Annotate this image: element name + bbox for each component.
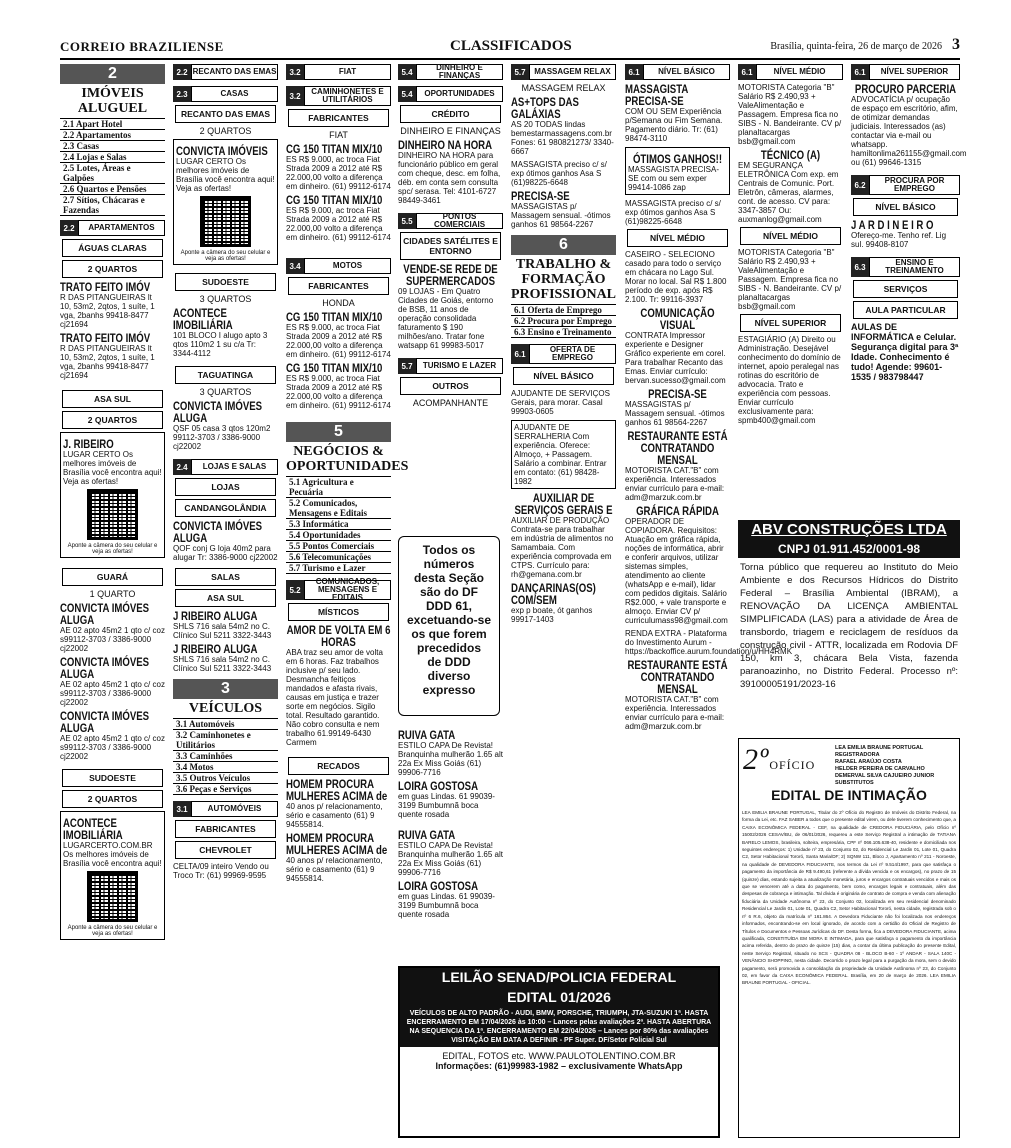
- ad-text: CONTRATA Impressor experiente e Designer Gráfico experiente em corel. Para trabalhar Recanto das Emas. Enviar currículo: bervan.sucesso@gmail.com: [625, 331, 726, 385]
- logo-word: OFÍCIO: [769, 758, 816, 772]
- region-box[interactable]: OUTROS: [400, 377, 501, 395]
- ad-text: MOTORISTA Categoria "B" Salário R$ 2.490,93 + ValeAlimentação e Passagem. Empresa fica no SIBS - N. Bandeirante. CV p/ planaltacargas bsb@gmail.com: [738, 83, 842, 146]
- region-box[interactable]: FABRICANTES: [288, 277, 389, 295]
- ad-heading: J A R D I N E I R O: [851, 218, 934, 232]
- index-item[interactable]: 2.5 Lotes, Áreas e Galpões: [60, 163, 165, 184]
- ddd-line: são do DF: [419, 585, 478, 599]
- leilao-title: LEILÃO SENAD/POLICIA FEDERAL: [400, 968, 718, 987]
- ad-text: ES R$ 9.000, ac troca Fiat Strada 2009 a 2012 até R$ 22.000,00 volto a diferença em dinheiro. (61) 99112-6174: [286, 155, 391, 191]
- ad-text: RENDA EXTRA - Plataforma do Investimento Aurum - https://backoffice.aurum.foundation/u/HH4RMK: [625, 629, 793, 656]
- ad-heading: CONVICTA IMÓVES ALUGA: [60, 709, 150, 735]
- ad-text: MASSAGISTA PRECISA-SE com ou sem exper 99414-1086 zap: [628, 165, 719, 192]
- ad-heading: CG 150 TITAN MIX/10: [286, 310, 383, 324]
- ad-heading: CONVICTA IMÓVES ALUGA: [60, 601, 150, 627]
- category-tab[interactable]: [173, 86, 278, 102]
- region-box[interactable]: ASA SUL: [62, 390, 163, 408]
- tab-number: 6.1: [851, 64, 869, 80]
- section-heading: IMÓVEIS ALUGUEL: [77, 86, 148, 116]
- tab-label: ENSINO E TREINAMENTO: [869, 257, 960, 277]
- tab-label: NÍVEL MÉDIO: [756, 64, 843, 80]
- ad-text: OPERADOR DE COPIADORA. Requisitos: Atuação em gráfica rápida, noções de informática, abrir e conferir arquivos, utilizar sistemas simples, atendimento ao cliente (whatsApp e e-mail), lidar com pedidos digitais. Salário R$2.000, + vale transporte e almoço. Enviar CV p/ curriculumass98@gmail.com: [625, 517, 728, 625]
- name-line: RAFAEL ARAÚJO COSTA: [835, 759, 902, 765]
- abv-notice: [738, 520, 960, 730]
- name-line: REGISTRADORA: [835, 752, 880, 758]
- ad-text: CELTA/09 inteiro Vendo ou Troco Tr: (61) 99969-9595: [173, 862, 269, 880]
- ad-text: DINHEIRO NA HORA para funcionário público em geral com cheque, desc. em folha, déb. em conta sem consulta spc/ serasa. Tel: 4101-6727 98449-3461: [398, 151, 501, 205]
- qr-code-icon[interactable]: [87, 489, 138, 540]
- ad-heading: PRECISA-SE: [511, 189, 570, 203]
- ad-text: ES R$ 9.000, ac troca Fiat Strada 2009 a 2012 até R$ 22.000,00 volto a diferença em dinheiro. (61) 99112-6174: [286, 206, 391, 242]
- tab-number: 3.2: [286, 64, 304, 80]
- tab-number: 2.2: [173, 64, 191, 80]
- ad-heading: HOMEM PROCURA MULHERES ACIMA de: [286, 831, 388, 857]
- region-box[interactable]: SALAS: [175, 568, 276, 586]
- ad-heading: AUXILIAR DE SERVIÇOS GERAIS E: [514, 491, 613, 517]
- rooms-box[interactable]: 2 QUARTOS: [62, 411, 163, 429]
- brand-label: HONDA: [322, 298, 355, 308]
- ad-heading: CG 150 TITAN MIX/10: [286, 142, 383, 156]
- index-item[interactable]: 3.2 Caminhonetes e Utilitários: [173, 730, 278, 751]
- tab-number: 5.7: [398, 358, 416, 374]
- name-line: HELDER PEREIRA DE CARVALHO: [835, 766, 925, 772]
- index-item[interactable]: 3.1 Automóveis: [173, 719, 278, 730]
- ad-heading: COMUNICAÇÃO VISUAL: [640, 306, 715, 332]
- section-index: [60, 118, 165, 216]
- rooms-label: 2 QUARTOS: [199, 126, 252, 136]
- category-tab[interactable]: [173, 64, 278, 80]
- ad-text: LUGAR CERTO Os melhores imóveis de Brasília você encontra aqui! Veja as ofertas!: [176, 157, 275, 193]
- category-tab[interactable]: [851, 64, 960, 80]
- ad-heading: CONVICTA IMÓVES ALUGA: [173, 399, 263, 425]
- tab-number: 6.1: [625, 64, 643, 80]
- ad-heading: PROCURO PARCERIA: [854, 82, 957, 96]
- ad-heading: TÉCNICO (A): [760, 148, 821, 162]
- region-box[interactable]: ÁGUAS CLARAS: [62, 239, 163, 257]
- ddd-line: diverso: [427, 669, 471, 683]
- region-box[interactable]: RECADOS: [288, 757, 389, 775]
- category-tab[interactable]: [286, 64, 391, 80]
- ad-text: AJUDANTE DE SERVIÇOS Gerais, para morar. Casal 99903-0605: [511, 389, 610, 416]
- index-item[interactable]: 3.4 Motos: [173, 762, 278, 773]
- section-index: [511, 304, 616, 338]
- ad-text: AE 02 apto 45m2 1 qto c/ coz s99112-3703 / 3386-9000 cj22002: [60, 626, 165, 653]
- ad-text: SHLS 716 sala 54m2 no C. Clínico Sul 5211 3322-3443: [173, 622, 272, 640]
- ad-text: LUGAR CERTO Os melhores imóveis de Brasília você encontra aqui! Veja as ofertas!: [63, 450, 162, 486]
- category-tab[interactable]: [625, 64, 730, 80]
- index-item[interactable]: 2.6 Quartos e Pensões: [60, 184, 165, 195]
- ad-frame: [625, 147, 730, 195]
- ad-text: AUXILIAR DE PRODUÇÃO Contrata-se para trabalhar em indústria de alimentos no Samambaia. Com experiência comprovada em CTPS. Currículo para: rh@gemana.com.br: [511, 516, 614, 579]
- ad-text: ESTILO CAPA De Revista! Branquinha mulherão 1.65 alt 22a Ex Miss Goiás (61) 99906-7716: [398, 841, 503, 877]
- ad-text: SHLS 716 sala 54m2 no C. Clínico Sul 5211 3322-3443: [173, 655, 272, 673]
- index-item[interactable]: 2.1 Apart Hotel: [60, 119, 165, 130]
- level-box[interactable]: NÍVEL MÉDIO: [740, 227, 841, 245]
- ad-heading: RUIVA GATA: [398, 728, 456, 742]
- oficio-logo: [743, 743, 833, 779]
- column-2: [173, 64, 278, 1140]
- ad-text: MASSAGISTAS p/ Massagem sensual. -ótimos ganhos 61 98564-2267: [625, 400, 725, 427]
- ad-heading: CONVICTA IMÓVES ALUGA: [173, 519, 263, 545]
- ad-heading: GRÁFICA RÁPIDA: [636, 504, 719, 518]
- ad-text: em guas Lindas. 61 99039-3199 Bumbumnã boca quente rosada: [398, 792, 495, 819]
- ddd-line: DDD 61,: [425, 599, 472, 613]
- section-index: [173, 718, 278, 795]
- ad-text: MASSAGISTA preciso c/ s/ exp ótimos ganhos Asa S (61)98225-6648: [511, 160, 607, 187]
- tab-label: OPORTUNIDADES: [416, 86, 503, 102]
- section-number: 6: [511, 235, 616, 255]
- category-tab[interactable]: [851, 257, 960, 277]
- column-7: [738, 64, 843, 514]
- ad-text: LUGARCERTO.COM.BR Os melhores imóveis de Brasília você encontra aqui!: [63, 841, 162, 868]
- ad-heading: ACONTECE IMOBILIÁRIA: [173, 306, 233, 332]
- ad-text: COM OU SEM Experiência p/Semana ou Fim Semana. Pagamento diário. Tr: (61) 98474-3110: [625, 107, 723, 143]
- region-box[interactable]: LOJAS: [175, 478, 276, 496]
- column-4: [398, 64, 503, 534]
- tab-number: 2.3: [173, 86, 191, 102]
- tab-number: 5.7: [511, 64, 529, 80]
- index-item[interactable]: 2.2 Apartamentos: [60, 130, 165, 141]
- ad-text: MOTORISTA CAT."B" com experiência. Interessados enviar currículo para e-mail: adm@marzuk.com.br: [625, 695, 725, 731]
- index-item[interactable]: 5.3 Informática: [286, 519, 391, 530]
- ad-heading: RESTAURANTE ESTÁ CONTRATANDO MENSAL: [627, 658, 728, 696]
- page-number: 3: [952, 36, 960, 53]
- ad-text: ES R$ 9.000, ac troca Fiat Strada 2009 a 2012 até R$ 22.000,00 volto a diferença em dinheiro. (61) 99112-6174: [286, 374, 391, 410]
- edital-body: LEA EMILIA BRAUNE PORTUGAL, Titular do 2º Ofício do Registro de Imóveis do Distrito Federal, na forma da Lei, etc. FAZ SABER a todos que o presente edital virem, ou dele tiverem conhecimento que, a CAIXA ECONÔMICA FEDERAL - CEF, na qualidade de CREDORA FIDUCIÁRIA, pelo Ofício nº 15002/2026 CESAV/BU, de 06/01/2026, requereu a este Serviço Registral a intimação de TATIANA BARELO LEMOS, brasileira, solteira, empresária, CPF nº 066.105.638-40, residente e domiciliada nos seguintes endereços: 1) Unidade nº 23, do Conjunto 02, do Residencial Le Jardin 01, Lote 01, Quadra C2, Setor Habitacional Tororó, Santa Maria/DF; 2) SQNW 111, Bloco J, Apartamento nº 211 - Noroeste, na qualidade de DEVEDORA FIDUCIANTE, nos termos da Lei nº 9.514/1997, para que satisfaça o pagamento da importância de R$ 9.490,61 (referente a dívida vencida e os encargos), no prazo de 15 (quinze) dias, estando sujeita a atualização monetária, juros e encargos contratuais vencidos e mais os que se vencerem até a data do pagamento, bem como, encargos legais e contratuais, além das despesas de cobrança e intimação. Tal dívida é originária de contrato de compra e venda com alienação fiduciária da Unidade Autônoma nº 23, do Conjunto 02, localizada em seu residencial denominado Residencial Le Jardin 01, Lote 01, Quadra C2, Setor Habitacional Tororó, nesta cidade, registrada sob o nº 6 R.6, objeto da matrícula nº 161.864. A Devedora Fiduciante não foi localizada nos endereços informados, encontrando-se em local ignorado, de acordo com a certidão do Oficial de Registro de Títulos e Documentos e Pessoas Jurídicas do DF. Desta forma, fica a DEVEDORA FIDUCIANTE, acima qualificada, CONSTITUÍDA EM MORA E INTIMADA, para que satisfaça o pagamento da importância acima referida, dentro do prazo de quinze (15) dias, a contar da última publicação do presente Edital, neste Serviço Registral, situado no SCS - QUADRA 08 - BLOCO B-60 - 1º ANDAR - SALA 140C - VENÂNCIO SHOPPING, nesta cidade. Decorrido o prazo legal para a purgação da mora, sem o devido pagamento, será promovida a consolidação da propriedade da Unidade Autônoma nº 23, do Conjunto 02, em favor da CAIXA ECONÔMICA FEDERAL. Brasília, em 20 de março de 2026. LEA EMILIA BRAUNE PORTUGAL - OFICIAL.: [742, 810, 956, 986]
- ad-heading: TRATO FEITO IMÓV: [60, 280, 151, 294]
- rooms-label: 1 QUARTO: [89, 589, 136, 599]
- ad-heading: CG 150 TITAN MIX/10: [286, 361, 383, 375]
- abv-text: Torna público que requereu ao Instituto do Meio Ambiente e dos Recursos Hídricos do Distrito Federal – Brasília Ambiental (IBRAM), a RENOVAÇÃO DA LICENÇA AMBIENTAL SIMPLIFICADA (LAS) para a atividade de Área de transbordo, triagem e reciclagem de resíduos da construção civil - ATTR, localizada em Rodovia DF 150, km 3, chácara Bela Vista, fazenda paranoazinho, no Distrito Federal. Processo nº: 39100005191/2023-16: [740, 562, 958, 690]
- ddd-line: os que forem: [411, 627, 487, 641]
- ad-text: ESTAGIÁRIO (A) Direito ou Administração. Desejável conhecimento do domínio de internet, apoio peralegal nas rotinas do escritório de advocacia. Trato e experiência com pessoas. Enviar currículo exclusivamente para: spmb400@gmail.com: [738, 335, 841, 425]
- ad-heading: J. RIBEIRO: [63, 437, 114, 451]
- name-line: DEMERVAL SILVA CAJUEIRO JUNIOR: [835, 773, 935, 779]
- index-item[interactable]: 6.1 Oferta de Emprego: [511, 305, 616, 316]
- tab-label: RECANTO DAS EMAS: [191, 64, 278, 80]
- region-box[interactable]: SUDOESTE: [175, 273, 276, 291]
- category-tab[interactable]: [60, 220, 165, 236]
- column-5: [511, 64, 616, 962]
- ddd-line: Todos os: [422, 543, 476, 557]
- abv-cnpj: CNPJ 01.911.452/0001-98: [738, 540, 960, 558]
- leilao-details: VEÍCULOS DE ALTO PADRÃO - AUDI, BMW, PORSCHE, TRIUMPH, JTA-SUZUKI 1ª. HASTA ENCERRAMENTO EM 17/04/2026 às 10:00 – Lances pelas avaliações 2ª. HASTA ABERTURA NA SEQUENCIA DA 1ª. ENCERRAMENTO EM 22/04/2026 – Lances por 80% das avaliações VISITAÇÃO EM DATA A DEFINIR - PF Super. DF/Setor Policial Sul: [400, 1007, 718, 1047]
- category-tab[interactable]: [286, 577, 391, 602]
- tab-label: MASSAGEM RELAX: [529, 64, 616, 80]
- ad-heading: RUIVA GATA: [398, 828, 456, 842]
- region-box[interactable]: ASA SUL: [175, 589, 276, 607]
- category-tab[interactable]: [398, 64, 503, 80]
- ad-frame: [173, 139, 278, 265]
- index-item[interactable]: 3.6 Peças e Serviços: [173, 784, 278, 795]
- tab-label: PROCURA POR EMPREGO: [869, 175, 960, 195]
- ad-text: em guas Lindas. 61 99039-3199 Bumbumnã boca quente rosada: [398, 892, 495, 919]
- rooms-box[interactable]: 2 QUARTOS: [62, 790, 163, 808]
- level-box[interactable]: SERVIÇOS: [853, 280, 958, 298]
- qr-note: Aponte a câmera do seu celular e veja as ofertas!: [180, 250, 271, 262]
- ad-text: 101 BLOCO I alugo apto 3 qtos 110m2 1 su c/a Tr: 3344-4112: [173, 331, 268, 358]
- column-3: [286, 64, 409, 1140]
- logo-number: 2º: [743, 743, 770, 776]
- sub-label: DINHEIRO E FINANÇAS: [400, 126, 501, 136]
- ad-heading: J RIBEIRO ALUGA: [173, 609, 258, 623]
- ad-text: MASSAGISTAS p/ Massagem sensual. -ótimos ganhos 61 98564-2267: [511, 202, 611, 229]
- section-number: 2: [60, 64, 165, 84]
- region-box[interactable]: CRÉDITO: [400, 105, 501, 123]
- ad-heading: AMOR DE VOLTA EM 6 HORAS: [286, 623, 391, 649]
- category-tab[interactable]: [511, 64, 616, 80]
- section-heading: NEGÓCIOS & OPORTUNIDADES: [286, 444, 409, 474]
- category-tab[interactable]: [173, 801, 278, 817]
- ad-heading: CONVICTA IMÓVES ALUGA: [60, 655, 150, 681]
- section-index: [286, 476, 391, 574]
- qr-note: Aponte a câmera do seu celular e veja as ofertas!: [67, 925, 158, 937]
- tab-number: 3.2: [286, 86, 304, 106]
- ad-heading: MASSAGISTA PRECISA-SE: [625, 82, 688, 108]
- column-8: [851, 64, 967, 514]
- ad-heading: DINHEIRO NA HORA: [398, 138, 493, 152]
- qr-note: Aponte a câmera do seu celular e veja as ofertas!: [67, 543, 158, 555]
- ad-text: Ofereço-me. Tenho ref. Lig sul. 99408-8107: [851, 231, 947, 249]
- tab-number: 6.2: [851, 175, 869, 195]
- category-tab[interactable]: [398, 86, 503, 102]
- category-tab[interactable]: [511, 344, 616, 364]
- tab-label: NÍVEL SUPERIOR: [869, 64, 960, 80]
- ad-text: ESTILO CAPA De Revista! Branquinha mulherão 1.65 alt 22a Ex Miss Goiás (61) 99906-7716: [398, 741, 503, 777]
- sub-label: ACOMPANHANTE: [412, 398, 489, 408]
- ad-text: MOTORISTA Categoria "B" Salário R$ 2.490,93 + ValeAlimentação e Passagem. Empresa fica no SIBS - N. Bandeirante. CV p/ planaltacargas bsb@gmail.com: [738, 248, 842, 311]
- category-tab[interactable]: [851, 175, 960, 195]
- qr-code-icon[interactable]: [200, 196, 251, 247]
- name-line: LEA EMILIA BRAUNE PORTUGAL: [835, 745, 924, 751]
- ad-text: CASEIRO - SELECIONO casado para todo o serviço em chácara no Lago Sul. Morar no local. Sal R$ 1.800 período de exp. após R$ 2.100. Tr: 99116-3937: [625, 250, 727, 304]
- ad-text: 40 anos p/ relacionamento, sério e casamento (61) 9 94555814.: [286, 802, 383, 829]
- ad-text: EM SEGURANÇA ELETRÔNICA Com exp. em Centrais de Comunic. Port. Eletrôn, câmeras, alarmes, cont. de acesso. CV para: 3347-3857 Ou: auxmanlog@gmail.com: [738, 161, 839, 224]
- index-item[interactable]: 2.7 Sítios, Chácaras e Fazendas: [60, 195, 165, 216]
- ad-heading: ÓTIMOS GANHOS!!: [632, 152, 723, 166]
- level-box[interactable]: NÍVEL SUPERIOR: [740, 314, 841, 332]
- tab-label: AUTOMÓVEIS: [191, 801, 278, 817]
- ad-heading: TRATO FEITO IMÓV: [60, 331, 151, 345]
- ad-text: AE 02 apto 45m2 1 qto c/ coz s99112-3703 / 3386-9000 cj22002: [60, 680, 165, 707]
- sub-label: MASSAGEM RELAX: [521, 83, 606, 93]
- tab-label: CASAS: [191, 86, 278, 102]
- ddd-line: de DDD: [427, 655, 471, 669]
- ad-text: AJUDANTE DE SERRALHERIA Com experiência. Oferece: Almoço, + Passagem. Salário a combinar. Entrar em contato: (61) 98428-1982: [514, 423, 607, 486]
- index-item[interactable]: 5.6 Telecomunicações: [286, 552, 391, 563]
- index-item[interactable]: 3.5 Outros Veículos: [173, 773, 278, 784]
- section-title: CLASSIFICADOS: [450, 38, 572, 54]
- rooms-label: 3 QUARTOS: [199, 294, 252, 304]
- ad-heading: AS+TOPS DAS GALÁXIAS: [511, 95, 579, 121]
- ad-heading: LOIRA GOSTOSA: [398, 879, 479, 893]
- tab-number: 5.5: [398, 213, 416, 229]
- ad-frame: [511, 420, 616, 489]
- ad-frame: [60, 811, 165, 940]
- ad-text: QSF 05 casa 3 qtos 120m2 99112-3703 / 3386-9000 cj22002: [173, 424, 271, 451]
- name-line: SUBSTITUTOS: [835, 780, 874, 786]
- ddd-line: números: [423, 557, 475, 571]
- index-item[interactable]: 6.2 Procura por Emprego: [511, 316, 616, 327]
- region-box[interactable]: CANDANGOLÂNDIA: [175, 499, 276, 517]
- date-line: Brasília, quinta-feira, 26 de março de 2026: [770, 41, 942, 52]
- category-tab[interactable]: [173, 459, 278, 475]
- tab-number: 5.4: [398, 86, 416, 102]
- ad-text: AE 02 apto 45m2 1 qto c/ coz s99112-3703 / 3386-9000 cj22002: [60, 734, 165, 761]
- category-tab[interactable]: [286, 258, 391, 274]
- leilao-edital: EDITAL 01/2026: [400, 987, 718, 1007]
- index-item[interactable]: 3.3 Caminhões: [173, 751, 278, 762]
- ad-text: 40 anos p/ relacionamento, sério e casamento (61) 9 94555814.: [286, 856, 383, 883]
- rooms-label: 3 QUARTOS: [199, 387, 252, 397]
- category-tab[interactable]: [738, 64, 843, 80]
- index-item[interactable]: 5.5 Pontos Comerciais: [286, 541, 391, 552]
- tab-label: DINHEIRO E FINANÇAS: [416, 64, 503, 80]
- ad-heading: VENDE-SE REDE DE SUPERMERCADOS: [403, 262, 498, 288]
- tab-label: MOTOS: [304, 258, 391, 274]
- level-box[interactable]: NÍVEL MÉDIO: [627, 229, 728, 247]
- tab-label: APARTAMENTOS: [78, 220, 165, 236]
- section-heading: TRABALHO & FORMAÇÃO PROFISSIONAL: [511, 257, 617, 302]
- region-box[interactable]: CHEVROLET: [175, 841, 276, 859]
- category-tab[interactable]: [286, 86, 391, 106]
- ad-text: ADVOCATÍCIA p/ ocupação de espaço em escritório, afim, de otimizar demandas judiciais. Interessados (as) contactar via e-mail ou whatsapp. hamiltonlima261155@gmail.com ou (61) 99646-1315: [851, 95, 967, 167]
- index-item[interactable]: 5.1 Agricultura e Pecuária: [286, 477, 391, 498]
- tab-label: LOJAS E SALAS: [191, 459, 278, 475]
- ddd-line: precedidos: [416, 641, 482, 655]
- brand-label: FIAT: [329, 130, 348, 140]
- level-box[interactable]: NÍVEL BÁSICO: [513, 367, 614, 385]
- ad-text: AULAS DE INFORMÁTICA e Celular. Segurança digital para 3ª Idade. Conhecimento é tudo! Agende: 99601-1535 / 983798447: [851, 322, 959, 382]
- ad-text: 09 LOJAS - Em Quatro Cidades de Goiás, entorno de BSB, 11 anos de operação consolidada faturamento $ 190 milhões/ano. Tratar fone watsapp 61 99983-5017: [398, 287, 494, 350]
- tab-label: CAMINHONETES E UTILITÁRIOS: [304, 86, 391, 106]
- region-box[interactable]: CIDADES SATÉLITES E ENTORNO: [400, 232, 501, 260]
- index-item[interactable]: 5.2 Comunicados, Mensagens e Editais: [286, 498, 391, 519]
- leilao-contact: Informações: (61)99983-1982 – exclusivamente WhatsApp: [435, 1061, 683, 1071]
- ad-text: R DAS PITANGUEIRAS lt 10, 53m2, 2qtos, 1 suíte, 1 vga, 2banhs 99418-8477 cj21694: [60, 293, 155, 329]
- tab-number: 6.3: [851, 257, 869, 277]
- abv-title: ABV CONSTRUÇÕES LTDA: [738, 520, 960, 540]
- tab-label: NÍVEL BÁSICO: [643, 64, 730, 80]
- rooms-box[interactable]: 2 QUARTOS: [62, 260, 163, 278]
- ad-heading: HOMEM PROCURA MULHERES ACIMA de: [286, 777, 388, 803]
- ad-heading: J RIBEIRO ALUGA: [173, 642, 258, 656]
- tab-label: COMUNICADOS, MENSAGENS E EDITAIS: [304, 580, 391, 600]
- column-4-lower: [398, 726, 503, 962]
- region-box[interactable]: FABRICANTES: [175, 820, 276, 838]
- newspaper-name: CORREIO BRAZILIENSE: [60, 39, 224, 54]
- index-item[interactable]: 2.4 Lojas e Salas: [60, 152, 165, 163]
- tab-number: 3.4: [286, 258, 304, 274]
- ddd-line: excetuando-se: [406, 613, 492, 627]
- region-box[interactable]: SUDOESTE: [62, 769, 163, 787]
- ad-text: R DAS PITANGUEIRAS lt 10, 53m2, 2qtos, 1 suíte, 1 vga, 2banhs 99418-8477 cj21694: [60, 344, 155, 380]
- tab-number: 2.4: [173, 459, 191, 475]
- tab-number: 2.2: [60, 220, 78, 236]
- index-item[interactable]: 5.7 Turismo e Lazer: [286, 563, 391, 574]
- section-heading: VEÍCULOS: [188, 701, 263, 716]
- tab-label: TURISMO E LAZER: [416, 358, 503, 374]
- tab-label: PONTOS COMERCIAIS: [416, 213, 503, 229]
- ad-heading: CG 150 TITAN MIX/10: [286, 193, 383, 207]
- region-box[interactable]: TAGUATINGA: [175, 366, 276, 384]
- tab-number: 6.1: [738, 64, 756, 80]
- index-item[interactable]: 6.3 Ensino e Treinamento: [511, 327, 616, 338]
- ad-heading: CONVICTA IMÓVEIS: [176, 144, 268, 158]
- tab-number: 3.1: [173, 801, 191, 817]
- ddd-line: expresso: [422, 683, 476, 697]
- edital-intimacao: [738, 738, 960, 1138]
- index-item[interactable]: 2.3 Casas: [60, 141, 165, 152]
- tab-label: FIAT: [304, 64, 391, 80]
- tab-number: 5.2: [286, 580, 304, 600]
- ddd-line: desta Seção: [413, 571, 485, 585]
- level-box[interactable]: NÍVEL BÁSICO: [853, 198, 958, 216]
- level-box[interactable]: AULA PARTICULAR: [853, 301, 958, 319]
- qr-code-icon[interactable]: [87, 871, 138, 922]
- ad-text: AS 20 TODAS lindas bemestarmassagens.com.br Fones: 61 980821273/ 3340-6667: [511, 120, 614, 156]
- tab-label: OFERTA DE EMPREGO: [529, 344, 616, 364]
- section-number: 5: [286, 422, 391, 442]
- section-number: 3: [173, 679, 278, 699]
- region-box[interactable]: RECANTO DAS EMAS: [175, 105, 276, 123]
- tab-number: 6.1: [511, 344, 529, 364]
- ad-text: ABA traz seu amor de volta em 6 horas. Faz trabalhos inclusive p/ seu lado. Desmancha feitiços mandados e afasta rivais, causas em justiça e trazer sorte em negócios. Sigilo total. Resultado garantido. Não cobro consulta e nem trabalho 61.99149-6430 Carmem: [286, 648, 383, 747]
- column-1: [60, 64, 165, 1140]
- ad-heading: ACONTECE IMOBILIÁRIA: [63, 816, 123, 842]
- category-tab[interactable]: [398, 358, 503, 374]
- ad-text: QOF conj G loja 40m2 para alugar Tr: 3386-9000 cj22002: [173, 544, 278, 562]
- ad-text: ES R$ 9.000, ac troca Fiat Strada 2009 a 2012 até R$ 22.000,00 volto a diferença em dinheiro. (61) 99112-6174: [286, 323, 391, 359]
- ad-text: MOTORISTA CAT."B" com experiência. Interessados enviar currículo para e-mail: adm@marzuk.com.br: [625, 466, 725, 502]
- ad-heading: DANÇARINAS(OS) COM/SEM: [511, 581, 596, 607]
- ad-heading: RESTAURANTE ESTÁ CONTRATANDO MENSAL: [627, 429, 728, 467]
- region-box[interactable]: FABRICANTES: [288, 109, 389, 127]
- oficio-names: [835, 745, 934, 787]
- ad-text: MASSAGISTA preciso c/ s/ exp ótimos ganhos Asa S (61)98225-6648: [625, 199, 721, 226]
- ad-text: exp p boate, ót ganhos 99917-1403: [511, 606, 593, 624]
- region-box[interactable]: GUARÁ: [62, 568, 163, 586]
- index-item[interactable]: 5.4 Oportunidades: [286, 530, 391, 541]
- edital-title: EDITAL DE INTIMAÇÃO: [771, 787, 927, 803]
- leilao-ad: [398, 966, 720, 1138]
- region-box[interactable]: MÍSTICOS: [288, 603, 389, 621]
- page-header: [60, 36, 960, 60]
- ad-heading: PRECISA-SE: [648, 387, 707, 401]
- ad-heading: LOIRA GOSTOSA: [398, 779, 479, 793]
- leilao-website[interactable]: EDITAL, FOTOS etc. WWW.PAULOTOLENTINO.COM.BR: [442, 1051, 676, 1061]
- tab-number: 5.4: [398, 64, 416, 80]
- category-tab[interactable]: [398, 213, 503, 229]
- ddd-notice: [398, 536, 500, 716]
- ad-frame: [60, 432, 165, 558]
